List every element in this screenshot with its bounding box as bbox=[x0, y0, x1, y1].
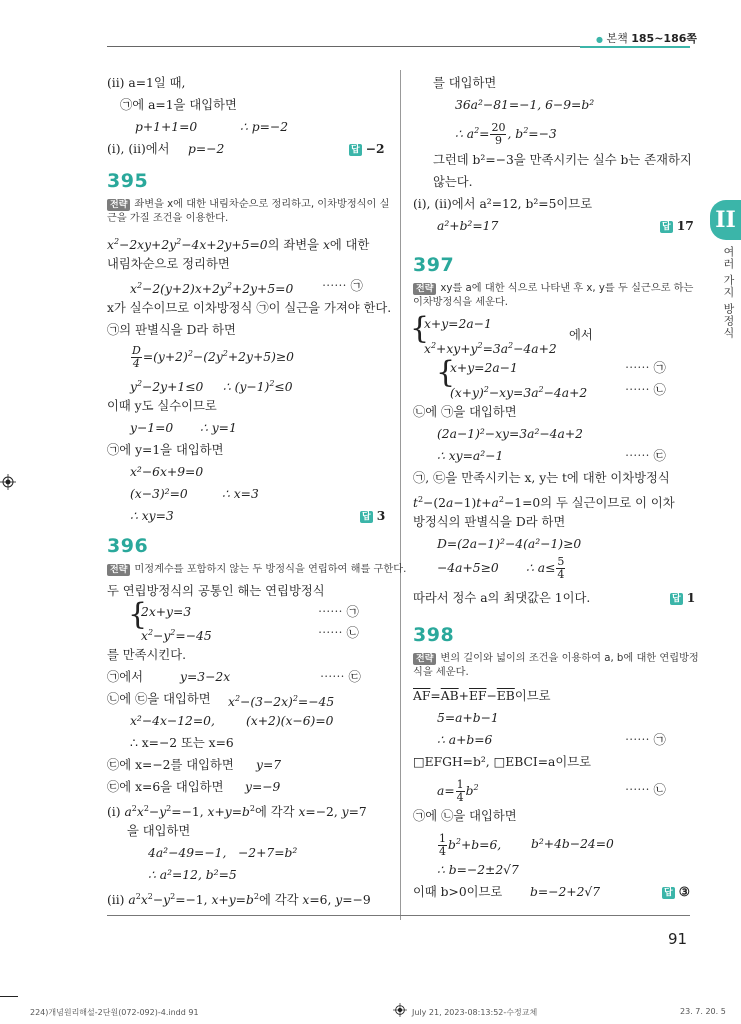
eq-395-6: $\frac{D}{4}$ $=(y+2)^2-(2y^2+2y+5)\ge 0$ bbox=[132, 344, 295, 370]
eq-397-12b: ∴ a≤ $\frac{5}{4}$ bbox=[526, 555, 565, 581]
text-398-9: 이때 b>0이므로 bbox=[413, 885, 503, 899]
footer-date: 23. 7. 20. 5 bbox=[680, 1007, 726, 1016]
text-396-6: ㉡에 ㉢을 대입하면 bbox=[107, 692, 211, 706]
eq-397-6: (2a−1)²−xy=3a²−4a+2 bbox=[437, 427, 583, 441]
text-398-6: ㉠에 ㉡을 대입하면 bbox=[413, 809, 517, 823]
text-396-5: ㉠에서 bbox=[107, 670, 144, 684]
text-395-5: ㉠의 판별식을 D라 하면 bbox=[107, 323, 236, 337]
eq-398-5: a= $\frac{1}{4}$ $b^2$ bbox=[437, 778, 479, 804]
tag-a: ⋯⋯ ㉠ bbox=[318, 605, 359, 619]
eq-r3: ∴ $a^2=$ $\frac{20}{9}$ , $b^2=-3$ bbox=[455, 121, 557, 147]
text-r4: 그런데 b²=−3을 만족시키는 실수 b는 존재하지 bbox=[433, 153, 692, 167]
text-397-5: ㉡에 ㉠을 대입하면 bbox=[413, 405, 517, 419]
strategy-line: 좌변을 x에 대한 내림차순으로 정리하고, 이차방정식이 실 bbox=[134, 199, 390, 210]
text-395-2: 내림차순으로 정리하면 bbox=[107, 257, 230, 271]
header-rule-right bbox=[580, 46, 690, 48]
eq-396-9b: y=7 bbox=[256, 758, 282, 772]
eq-396-7b: (x+2)(x−6)=0 bbox=[246, 714, 334, 728]
strategy-396 bbox=[107, 563, 406, 577]
strategy-line: 근을 가질 조건을 이용한다. bbox=[107, 213, 229, 224]
answer-value: −2 bbox=[365, 141, 385, 156]
eq-395-9b: ∴ y=1 bbox=[200, 421, 237, 435]
eq-397-4: $(x+y)^2-xy=3a^2-4a+2$ bbox=[450, 385, 588, 400]
eq-396-15: (ii) $a^2x^2-y^2=-1$, $x+y=b^2$에 각각 x=6, y=−9 bbox=[107, 892, 371, 907]
strategy-397 bbox=[413, 282, 693, 310]
eq-396-3: $x^2-y^2=-45$ bbox=[141, 628, 212, 643]
eq-r2: 36a²−81=−1, 6−9=b² bbox=[455, 98, 595, 112]
eq-398-7b: b²+4b−24=0 bbox=[531, 837, 614, 851]
eq-398-7: $\frac{1}{4}$ $b^2+b=6$, bbox=[439, 832, 502, 858]
registration-mark-icon bbox=[393, 1003, 407, 1017]
eq-395-12b: ∴ x=3 bbox=[222, 487, 259, 501]
text-397-10: 방정식의 판별식을 D라 하면 bbox=[413, 515, 566, 529]
answer-398 bbox=[662, 884, 690, 900]
tag-a: ⋯⋯ ㉠ bbox=[625, 361, 666, 375]
text-396-10: ㉢에 x=6을 대입하면 bbox=[107, 780, 224, 794]
header-label: 본책 bbox=[606, 32, 628, 45]
strategy-line: 미정계수를 포함하지 않는 두 방정식을 연립하여 해를 구한다. bbox=[134, 564, 407, 575]
answer-badge: 답 bbox=[362, 512, 371, 522]
text-r6: (i), (ii)에서 a²=12, b²=5이므로 bbox=[413, 197, 593, 211]
strategy-398 bbox=[413, 652, 699, 680]
eq-397-11: D=(2a−1)²−4(a²−1)≥0 bbox=[437, 537, 582, 551]
strategy-badge: 전략 bbox=[413, 283, 436, 295]
tag-a: ⋯⋯ ㉠ bbox=[625, 733, 666, 747]
line-substitute: ㉠에 a=1을 대입하면 bbox=[120, 98, 237, 112]
registration-mark-icon bbox=[0, 474, 16, 490]
line-eq-result: ∴ p=−2 bbox=[240, 120, 289, 134]
crop-mark bbox=[0, 996, 18, 997]
eq-397-12: −4a+5≥0 bbox=[437, 561, 499, 575]
strategy-line: 식을 세운다. bbox=[413, 667, 469, 678]
eq-398-2: 5=a+b−1 bbox=[437, 711, 499, 725]
answer-badge: 답 bbox=[672, 594, 681, 604]
eq-398-8: ∴ b=−2±2√7 bbox=[437, 863, 519, 877]
answer-395 bbox=[360, 508, 385, 524]
eq-r7: a²+b²=17 bbox=[437, 219, 499, 233]
eq-396-13: 4a²−49=−1, bbox=[148, 846, 227, 860]
tag-b: ⋯⋯ ㉡ bbox=[318, 626, 359, 640]
strategy-badge: 전략 bbox=[107, 564, 130, 576]
text-398-4: □EFGH=b², □EBCI=a이므로 bbox=[413, 755, 591, 769]
text-396-1: 두 연립방정식의 공통인 해는 연립방정식 bbox=[107, 584, 325, 598]
strategy-line: 변의 길이와 넓이의 조건을 이용하여 a, b에 대한 연립방정 bbox=[440, 653, 699, 664]
line-case-ii: (ii) a=1일 때, bbox=[107, 76, 186, 90]
text-397-from: 에서 bbox=[569, 328, 593, 342]
tag-b: ⋯⋯ ㉡ bbox=[625, 383, 666, 397]
eq-397-3: x+y=2a−1 bbox=[450, 361, 518, 375]
text-395-10: ㉠에 y=1을 대입하면 bbox=[107, 443, 224, 457]
eq-396-5b: y=3−2x bbox=[180, 670, 231, 684]
header-source bbox=[596, 30, 697, 46]
text-395-8: 이때 y도 실수이므로 bbox=[107, 399, 217, 413]
text-r5: 않는다. bbox=[433, 175, 473, 189]
chapter-title: 여러 가지 방정식 bbox=[722, 246, 735, 339]
footer-file: 224)개념원리해설-2단원(072-092)-4.indd 91 bbox=[30, 1008, 199, 1017]
eq-395-9: y−1=0 bbox=[130, 421, 174, 435]
line-conclusion: (i), (ii)에서 bbox=[107, 142, 170, 156]
bottom-rule bbox=[107, 915, 690, 916]
tag-b: ⋯⋯ ㉡ bbox=[625, 783, 666, 797]
eq-397-7: ∴ xy=a²−1 bbox=[437, 449, 504, 463]
answer-value: 1 bbox=[686, 590, 696, 605]
text-396-9: ㉢에 x=−2를 대입하면 bbox=[107, 758, 234, 772]
problem-number-397: 397 bbox=[413, 254, 455, 276]
tag-c: ⋯⋯ ㉢ bbox=[320, 670, 361, 684]
eq-397-1: x+y=2a−1 bbox=[424, 317, 492, 331]
eq-396-2: 2x+y=3 bbox=[141, 605, 192, 619]
strategy-badge: 전략 bbox=[413, 653, 436, 665]
eq-396-10b: y=−9 bbox=[245, 780, 281, 794]
tag-c: ⋯⋯ ㉢ bbox=[625, 449, 666, 463]
text-395-4: x가 실수이므로 이차방정식 ㉠이 실근을 가져야 한다. bbox=[107, 301, 392, 315]
eq-395-11: x²−6x+9=0 bbox=[130, 465, 204, 479]
strategy-badge: 전략 bbox=[107, 199, 130, 211]
answer-badge: 답 bbox=[664, 888, 673, 898]
strategy-395 bbox=[107, 198, 389, 226]
line-conclusion-value: p=−2 bbox=[188, 142, 225, 156]
answer-badge: 답 bbox=[662, 222, 671, 232]
text-396-4: 를 만족시킨다. bbox=[107, 648, 187, 662]
eq-398-3: ∴ a+b=6 bbox=[437, 733, 493, 747]
eq-396-7: x²−4x−12=0, bbox=[130, 714, 215, 728]
eq-395-1: $x^2-2xy+2y^2-4x+2y+5=0$의 좌변을 x에 대한 bbox=[107, 237, 370, 252]
footer-timestamp: July 21, 2023-08:13:52-수정교체 bbox=[412, 1008, 538, 1017]
brace: { bbox=[436, 355, 456, 390]
problem-number-395: 395 bbox=[107, 170, 149, 192]
answer-badge: 답 bbox=[351, 145, 360, 155]
tag-a: ⋯⋯ ㉠ bbox=[322, 279, 363, 293]
answer-value: 3 bbox=[376, 508, 386, 523]
eq-396-13b: −2+7=b² bbox=[238, 846, 298, 860]
text-r1: 를 대입하면 bbox=[433, 76, 497, 90]
line-eq: p+1+1=0 bbox=[135, 120, 198, 134]
eq-395-12: (x−3)²=0 bbox=[130, 487, 188, 501]
answer-value: 17 bbox=[676, 218, 694, 233]
eq-395-13: ∴ xy=3 bbox=[130, 509, 174, 523]
eq-398-9b: b=−2+2√7 bbox=[530, 885, 601, 899]
answer-value: ③ bbox=[678, 884, 690, 899]
eq-397-9: $t^2-(2a-1)t+a^2-1=0$의 두 실근이므로 이 이차 bbox=[413, 495, 675, 510]
eq-398-1: $\overline{AF}=\overline{AB}+\overline{EF}-\overline{EB}$이므로 bbox=[413, 689, 551, 703]
strategy-line: xy를 a에 대한 식으로 나타낸 후 x, y를 두 실근으로 하는 bbox=[440, 283, 694, 294]
text-397-8: ㉠, ㉢을 만족시키는 x, y는 t에 대한 이차방정식 bbox=[413, 471, 670, 485]
strategy-line: 이차방정식을 세운다. bbox=[413, 297, 509, 308]
eq-395-3: $x^2-2(y+2)x+2y^2+2y+5=0$ bbox=[130, 281, 294, 296]
problem-number-396: 396 bbox=[107, 535, 149, 557]
brace: { bbox=[410, 311, 430, 346]
page-number: 91 bbox=[668, 930, 688, 948]
chapter-tab: II bbox=[710, 200, 741, 240]
eq-395-7: $y^2-2y+1\le 0$ ∴ $(y-1)^2\le 0$ bbox=[130, 379, 293, 394]
column-divider bbox=[400, 70, 401, 920]
text-397-13: 따라서 정수 a의 최댓값은 1이다. bbox=[413, 591, 591, 605]
brace: { bbox=[128, 597, 148, 632]
answer-397 bbox=[670, 590, 695, 606]
eq-396-14: ∴ a²=12, b²=5 bbox=[148, 868, 237, 882]
problem-number-398: 398 bbox=[413, 624, 455, 646]
text-396-12: 을 대입하면 bbox=[127, 824, 191, 838]
eq-397-2: $x^2+xy+y^2=3a^2-4a+2$ bbox=[424, 341, 557, 356]
answer-prev bbox=[349, 141, 385, 157]
answer-396 bbox=[660, 218, 694, 234]
eq-396-11: (i) $a^2x^2-y^2=-1$, $x+y=b^2$에 각각 x=−2, y=7 bbox=[107, 804, 367, 819]
eq-396-8: ∴ x=−2 또는 x=6 bbox=[130, 736, 234, 750]
eq-396-6b: $x^2-(3-2x)^2=-45$ bbox=[228, 694, 335, 709]
bullet-icon: ● bbox=[596, 35, 603, 44]
header-pages: 185~186쪽 bbox=[631, 32, 698, 45]
